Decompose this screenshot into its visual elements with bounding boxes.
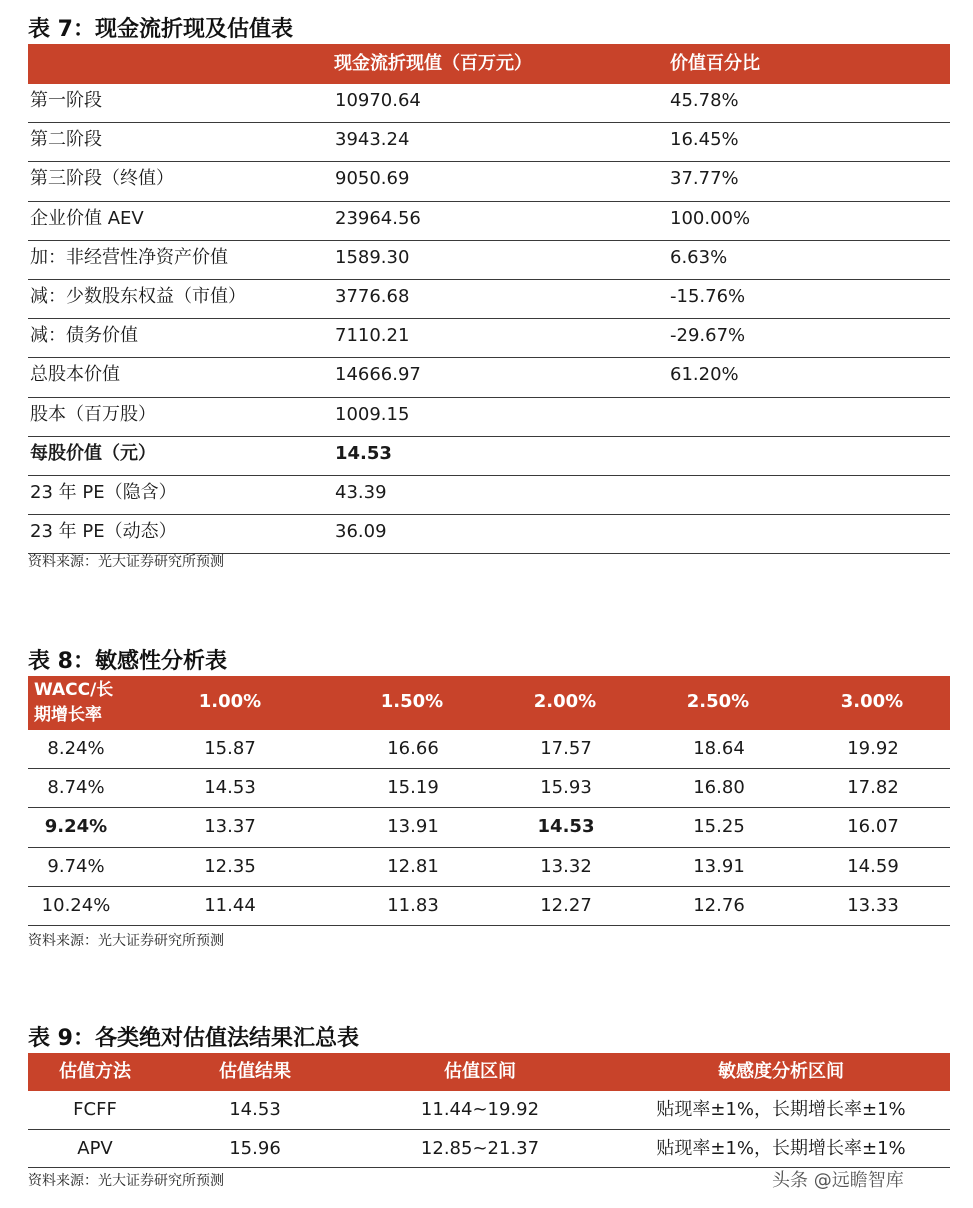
table8-value: 13.33 [847,894,899,916]
table8-source: 资料来源：光大证券研究所预测 [28,933,224,949]
table9-header-row [28,1053,950,1091]
table8-wacc: 8.74% [47,777,105,799]
table9-header-sensitivity: 敏感度分析区间 [718,1061,844,1082]
table7-source: 资料来源：光大证券研究所预测 [28,554,224,570]
table9-header-method: 估值方法 [59,1061,131,1082]
table7-pv: 14.53 [335,442,392,464]
table8-wacc: 10.24% [41,894,111,916]
table8-value: 14.59 [847,855,899,877]
table9-range: 12.85~21.37 [420,1137,540,1159]
table-row [28,319,950,358]
table-row [28,515,950,554]
table8-header-col-1: 1.00% [198,691,262,712]
table-row [28,202,950,241]
table8-header-col-5: 3.00% [840,691,904,712]
table8-value: 14.53 [204,777,256,799]
table8-header-col-2: 1.50% [380,691,444,712]
table8-wacc: 9.74% [47,855,105,877]
table7-pct: 16.45% [670,129,739,151]
watermark: 头条 @远瞻智库 [772,1170,904,1191]
table8-header-col-4: 2.50% [686,691,750,712]
table7-title: 表 7：现金流折现及估值表 [28,17,293,42]
table8-header-row [28,676,950,730]
table8-value: 14.53 [537,816,595,838]
table7-pct: -29.67% [670,325,746,347]
table7-pct: -15.76% [670,286,746,307]
table7-pct: 61.20% [670,364,739,386]
table7-pv: 3943.24 [335,129,410,151]
table7-pv: 14666.97 [335,364,421,386]
table-row [28,358,950,397]
table7-header-row [28,44,950,84]
table7-label: 股本（百万股） [30,403,156,425]
table8-title: 表 8：敏感性分析表 [28,649,227,674]
table8-wacc: 8.24% [47,738,105,759]
table-row [0,887,973,926]
table-row [28,162,950,201]
table8-value: 12.81 [387,855,439,877]
table-row [0,730,973,769]
table-row [28,437,950,476]
table8-value: 13.32 [540,855,592,877]
table-row [28,84,950,123]
table7-label: 企业价值 AEV [30,207,144,229]
table8-value: 15.87 [204,738,256,759]
table8-value: 16.80 [693,777,745,799]
table8-value: 13.91 [387,816,439,838]
table8-value: 12.35 [204,855,256,877]
table8-value: 16.07 [847,816,899,838]
table7-label: 总股本价值 [30,364,120,386]
table-row [0,848,973,887]
table7-header-pct: 价值百分比 [670,53,760,74]
table7-label: 23 年 PE（隐含） [30,482,177,503]
table-row [0,1130,973,1169]
table8-value: 17.57 [540,738,592,759]
table7-header-pv: 现金流折现值（百万元） [334,53,532,74]
table9-header-range: 估值区间 [444,1061,516,1082]
table7-pv: 23964.56 [335,207,421,229]
table8-corner-label-line2: 期增长率 [34,705,102,725]
table7-label: 23 年 PE（动态） [30,521,177,543]
table7-pv: 3776.68 [335,286,410,307]
table7-label: 加：非经营性净资产价值 [30,246,228,268]
table9-header-result: 估值结果 [219,1061,291,1082]
row-divider [28,925,950,926]
table-row [28,280,950,319]
table-row [28,241,950,280]
table-row [28,123,950,162]
table7-label: 每股价值（元） [30,442,156,464]
table7-label: 减：债务价值 [30,325,138,347]
table7-label: 第二阶段 [30,129,102,151]
table8-value: 12.76 [693,894,745,916]
table7-pv: 10970.64 [335,90,421,111]
table7-label: 第一阶段 [30,90,102,111]
table7-pv: 43.39 [335,482,387,503]
table9-sensitivity: 贴现率±1%，长期增长率±1% [656,1099,906,1120]
table-row [28,398,950,437]
table8-value: 17.82 [847,777,899,799]
table7-label: 第三阶段（终值） [30,168,174,190]
table7-pct: 45.78% [670,90,739,111]
table9-title: 表 9：各类绝对估值法结果汇总表 [28,1026,359,1051]
table8-value: 13.37 [204,816,256,838]
table8-value: 16.66 [387,738,439,759]
table8-value: 13.91 [693,855,745,877]
table8-value: 19.92 [847,738,899,759]
table9-result: 14.53 [229,1099,281,1120]
table8-value: 11.44 [204,894,256,916]
table7-pct: 6.63% [670,246,728,268]
table7-pv: 1009.15 [335,403,410,425]
table8-value: 12.27 [540,894,592,916]
table-row [0,769,973,808]
table9-method: FCFF [73,1099,117,1120]
table8-value: 15.93 [540,777,592,799]
table-row [0,808,973,847]
table7-pv: 1589.30 [335,246,410,268]
table8-corner-label-line1: WACC/长 [34,680,114,700]
table9-result: 15.96 [229,1137,281,1159]
table-row [28,476,950,515]
table7-pv: 7110.21 [335,325,410,347]
table8-value: 11.83 [387,894,439,916]
table9-range: 11.44~19.92 [420,1099,540,1120]
table8-value: 18.64 [693,738,745,759]
table9-source: 资料来源：光大证券研究所预测 [28,1173,224,1189]
table9-sensitivity: 贴现率±1%，长期增长率±1% [656,1137,906,1159]
table7-pct: 37.77% [670,168,739,190]
table-row [0,1091,973,1130]
table9-method: APV [77,1137,113,1159]
table8-header-col-3: 2.00% [533,691,597,712]
table8-value: 15.19 [387,777,439,799]
table7-pct: 100.00% [670,207,751,229]
table7-pv: 9050.69 [335,168,410,190]
table8-value: 15.25 [693,816,745,838]
table7-label: 减：少数股东权益（市值） [30,286,246,307]
table8-wacc: 9.24% [44,816,108,838]
table7-pv: 36.09 [335,521,387,543]
